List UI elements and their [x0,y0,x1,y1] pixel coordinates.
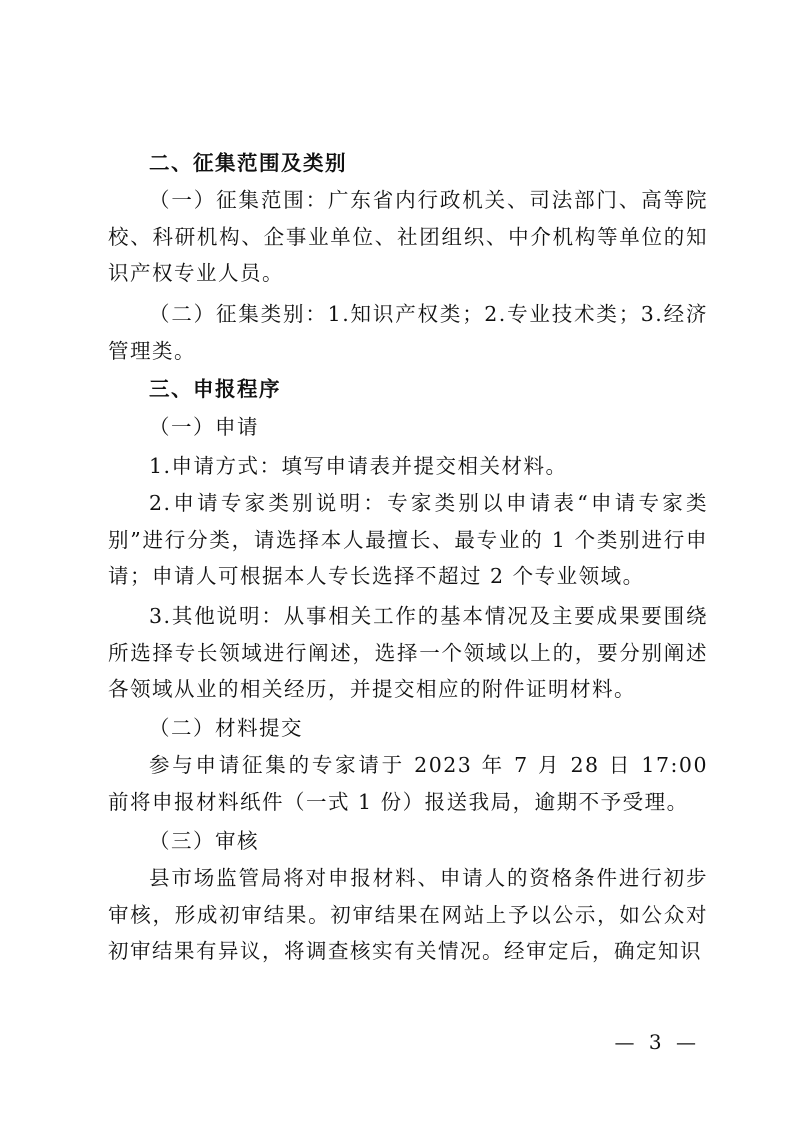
apply-subheading: （一）申请 [149,415,259,439]
review-subheading: （三）审核 [149,829,259,853]
apply-category-paragraph: 2.申请专家类别说明：专家类别以申请表“申请专家类别”进行分类，请选择本人最擅长、最专业的 1 个类别进行申请；申请人可根据本人专长选择不超过 2 个专业领域。 [108,491,708,588]
submit-paragraph: 参与申请征集的专家请于 2023 年 7 月 28 日 17:00 前将申报材料纸件（一式 1 份）报送我局，逾期不予受理。 [108,753,708,814]
apply-method-paragraph: 1.申请方式：填写申请表并提交相关材料。 [149,454,568,478]
section-2-heading: 二、征集范围及类别 [149,151,347,175]
submit-subheading: （二）材料提交 [149,716,303,740]
apply-other-paragraph: 3.其他说明：从事相关工作的基本情况及主要成果要围绕所选择专长领域进行阐述，选择一个领域以上的，要分别阐述各领域从业的相关经历，并提交相应的附件证明材料。 [108,604,708,701]
scope-paragraph: （一）征集范围：广东省内行政机关、司法部门、高等院校、科研机构、企事业单位、社团组织、中介机构等单位的知识产权专业人员。 [108,188,708,285]
category-paragraph: （二）征集类别：1.知识产权类；2.专业技术类；3.经济管理类。 [108,302,708,363]
section-3-heading: 三、申报程序 [149,377,281,401]
review-paragraph: 县市场监管局将对申报材料、申请人的资格条件进行初步审核，形成初审结果。初审结果在网站上予以公示，如公众对初审结果有异议，将调查核实有关情况。经审定后，确定知识 [108,866,708,963]
page-number: — 3 — [614,1030,700,1054]
